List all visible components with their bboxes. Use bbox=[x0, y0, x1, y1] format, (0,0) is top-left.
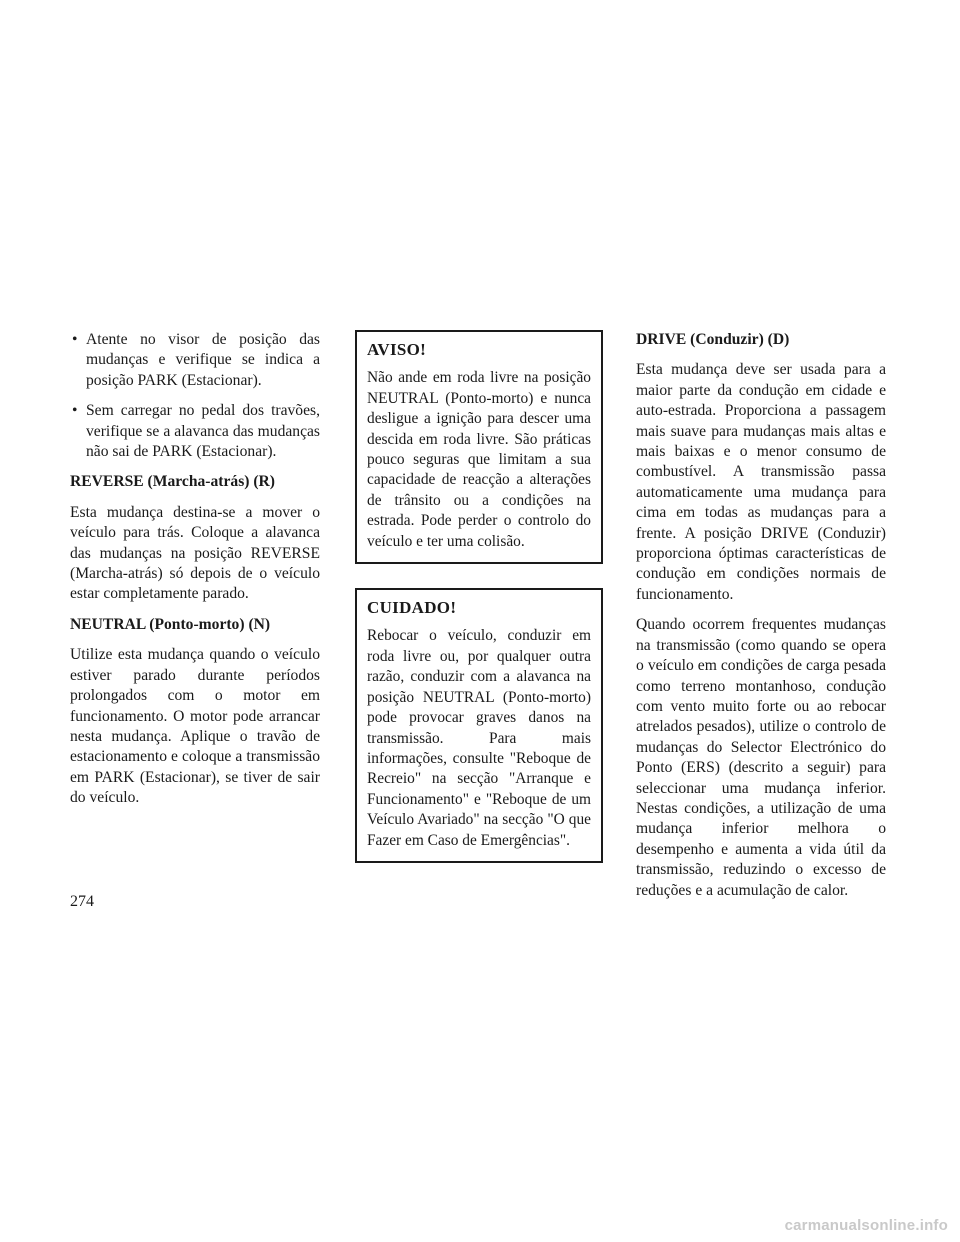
bullet-icon: • bbox=[72, 402, 78, 420]
left-column bbox=[70, 330, 320, 819]
page-number: 274 bbox=[70, 893, 94, 910]
neutral-paragraph: Utilize esta mudança quando o veículo estiver parado durante períodos prolongados com o motor em funcionamento. O motor pode arrancar nesta mudança. Aplique o travão de estacionamento e coloque a transmissão em PARK (Estacionar), se tiver de sair do veículo. bbox=[70, 646, 320, 807]
reverse-heading: REVERSE (Marcha-atrás) (R) bbox=[70, 473, 276, 491]
caution-title: CUIDADO! bbox=[367, 598, 457, 618]
drive-paragraph: Esta mudança deve ser usada para a maior parte da condução em cidade e auto-estrada. Proporciona a passagem mais suave para mudanças mais altas e mais baixas e o menor consumo de combustível. A transmissão passa automaticamente uma mudança para cima em todas as mudanças para a frente. A posição DRIVE (Conduzir) proporciona óptimas características de condução em condições normais de funcionamento. bbox=[636, 361, 886, 603]
watermark: carmanualsonline.info bbox=[784, 1217, 948, 1234]
neutral-heading: NEUTRAL (Ponto-morto) (N) bbox=[70, 615, 271, 633]
drive-paragraph-2: Quando ocorrem frequentes mudanças na transmissão (como quando se opera o veículo em condições de carga pesada como terreno montanhoso, condução com vento muito forte ou ao rebocar atrelados pesados), utilize o controlo de mudanças do Selector Electrónico do Ponto (ERS) (descrito a seguir) para seleccionar uma mudança inferior. Nestas condições, a utilização de uma mudança inferior melhora o desempenho e aumenta a vida útil da transmissão, reduzindo o excesso de reduções e a acumulação de calor. bbox=[636, 616, 886, 899]
checklist bbox=[70, 330, 320, 462]
bullet-text: Atente no visor de posição das mudanças e verifique se indica a posição PARK (Estacionar). bbox=[86, 331, 320, 389]
bullet-item bbox=[70, 330, 320, 391]
warning-box bbox=[355, 330, 603, 564]
right-column bbox=[636, 330, 886, 911]
caution-box bbox=[355, 588, 603, 863]
reverse-paragraph: Esta mudança destina-se a mover o veículo para trás. Coloque a alavanca das mudanças na posição REVERSE (Marcha-atrás) só depois de o veículo estar completamente parado. bbox=[70, 503, 320, 603]
bullet-text: Sem carregar no pedal dos travões, verifique se a alavanca das mudanças não sai de PARK (Estacionar). bbox=[86, 402, 320, 461]
middle-column bbox=[355, 330, 603, 863]
bullet-icon: • bbox=[72, 331, 78, 348]
warning-title: AVISO! bbox=[367, 340, 427, 359]
drive-heading: DRIVE (Conduzir) (D) bbox=[636, 331, 790, 348]
bullet-item bbox=[70, 401, 320, 462]
caution-text: Rebocar o veículo, conduzir em roda livre ou, por qualquer outra razão, conduzir com a alavanca na posição NEUTRAL (Ponto-morto) pode provocar graves danos na transmissão. Para mais informações, consulte "Reboque de Recreio" na secção "Arranque e Funcionamento" e "Reboque de um Veículo Avariado" na secção "O que Fazer em Caso de Emergências". bbox=[367, 627, 591, 849]
warning-text: Não ande em roda livre na posição NEUTRAL (Ponto-morto) e nunca desligue a ignição para descer uma descida em roda livre. São práticas pouco seguras que limitam a sua capacidade de reacção a alterações de trânsito ou a condições na estrada. Pode perder o controlo do veículo e ter uma colisão. bbox=[367, 369, 591, 550]
